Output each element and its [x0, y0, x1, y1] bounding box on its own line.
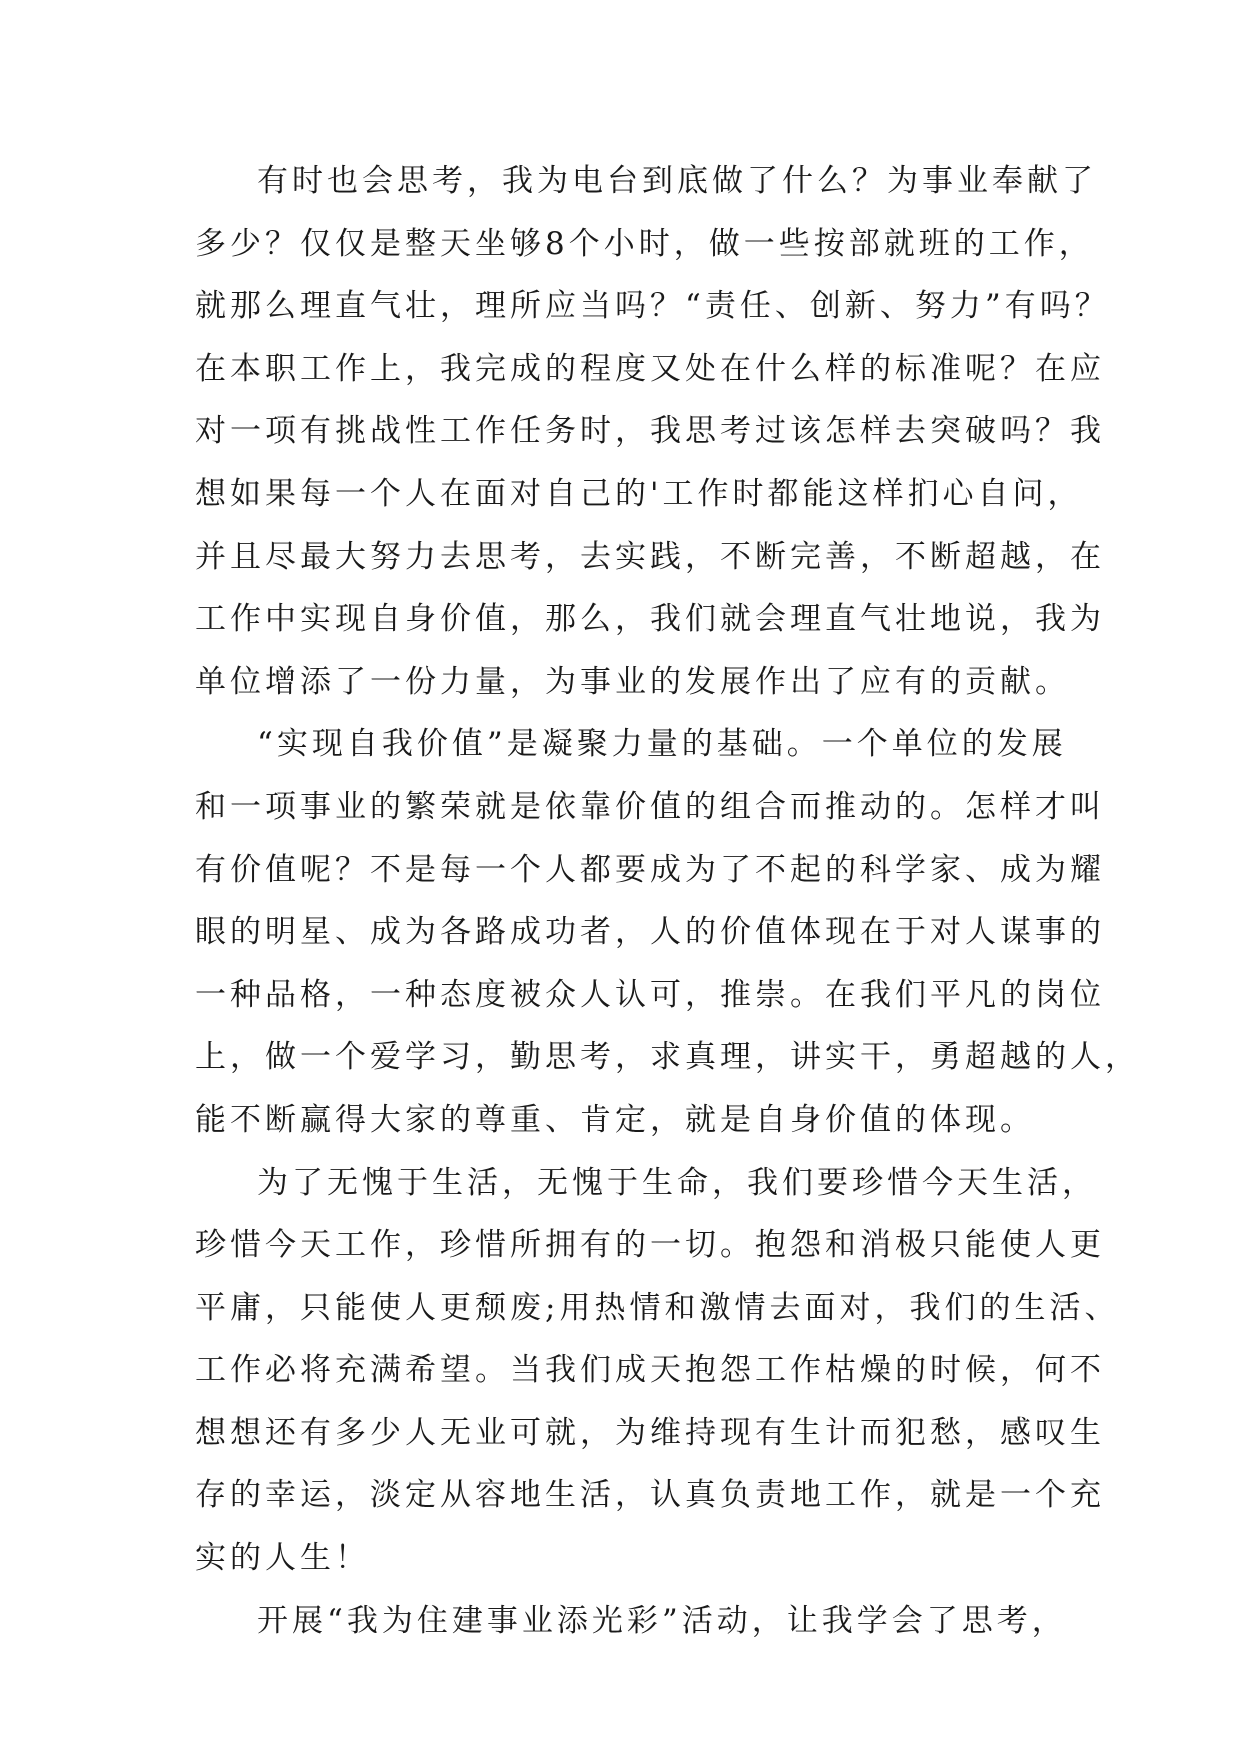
- paragraph-2-line-4: 眼的明星、成为各路成功者，人的价值体现在于对人谋事的: [195, 914, 1105, 951]
- paragraph-1-line-1: 有时也会思考，我为电台到底做了什么？为事业奉献了: [257, 163, 1097, 199]
- paragraph-4-line-1: 开展“我为住建事业添光彩”活动，让我学会了思考，: [257, 1602, 1067, 1639]
- paragraph-2-line-5: 一种品格，一种态度被众人认可，推崇。在我们平凡的岗位: [195, 976, 1105, 1013]
- paragraph-1-line-6: 想如果每一个人在面对自己的'工作时都能这样扪心自问，: [195, 475, 1083, 512]
- document-body: [195, 150, 1140, 1652]
- paragraph-1-line-4: 在本职工作上，我完成的程度又处在什么样的标准呢？在应: [195, 350, 1105, 387]
- paragraph-1-line-2: 多少？仅仅是整天坐够8个小时，做一些按部就班的工作，: [195, 225, 1094, 262]
- paragraph-1-line-3: 就那么理直气壮，理所应当吗？“责任、创新、努力”有吗？: [195, 288, 1110, 325]
- paragraph-3-line-3: 平庸，只能使人更颓废;用热情和激情去面对，我们的生活、: [195, 1289, 1120, 1326]
- paragraph-3-line-4: 工作必将充满希望。当我们成天抱怨工作枯燥的时候，何不: [195, 1352, 1105, 1389]
- paragraph-2-line-1: “实现自我价值”是凝聚力量的基础。一个单位的发展: [257, 726, 1067, 763]
- paragraph-1-line-5: 对一项有挑战性工作任务时，我思考过该怎样去突破吗？我: [195, 413, 1105, 450]
- paragraph-2-line-7: 能不断赢得大家的尊重、肯定，就是自身价值的体现。: [195, 1101, 1035, 1138]
- paragraph-1-line-9: 单位增添了一份力量，为事业的发展作出了应有的贡献。: [195, 663, 1070, 700]
- paragraph-1-line-8: 工作中实现自身价值，那么，我们就会理直气壮地说，我为: [195, 601, 1105, 638]
- paragraph-1-line-7: 并且尽最大努力去思考，去实践，不断完善，不断超越，在: [195, 538, 1105, 575]
- paragraph-2-line-2: 和一项事业的繁荣就是依靠价值的组合而推动的。怎样才叫: [195, 788, 1105, 825]
- paragraph-3-line-6: 存的幸运，淡定从容地生活，认真负责地工作，就是一个充: [195, 1477, 1105, 1514]
- paragraph-2-line-6: 上，做一个爱学习，勤思考，求真理，讲实干，勇超越的人，: [195, 1039, 1140, 1076]
- paragraph-2-line-3: 有价值呢？不是每一个人都要成为了不起的科学家、成为耀: [195, 851, 1105, 888]
- paragraph-3-line-7: 实的人生！: [195, 1540, 370, 1577]
- paragraph-3-line-5: 想想还有多少人无业可就，为维持现有生计而犯愁，感叹生: [195, 1414, 1105, 1451]
- paragraph-3-line-2: 珍惜今天工作，珍惜所拥有的一切。抱怨和消极只能使人更: [195, 1227, 1105, 1264]
- paragraph-3-line-1: 为了无愧于生活，无愧于生命，我们要珍惜今天生活，: [257, 1164, 1097, 1201]
